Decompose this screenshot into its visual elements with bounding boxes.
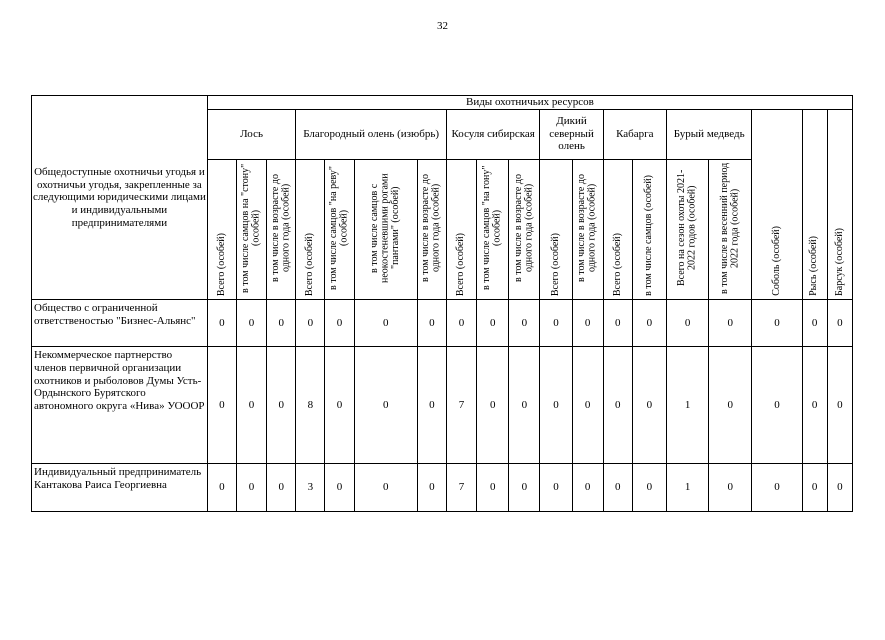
table-cell: 0 (236, 347, 266, 464)
column-header-label: Барсук (особей) (833, 227, 845, 296)
table-cell: 0 (540, 464, 572, 512)
table-cell: 8 (296, 347, 325, 464)
table-cell: 0 (572, 347, 603, 464)
table-cell: 0 (417, 464, 446, 512)
table-row (32, 300, 853, 347)
table-cell: 0 (752, 347, 802, 464)
subheader-cell (236, 159, 266, 300)
subheader-label: в том числе в возрасте до одного года (особей) (420, 173, 442, 282)
table-cell: 0 (802, 300, 827, 347)
table-cell: 0 (802, 347, 827, 464)
table-cell: 0 (417, 347, 446, 464)
table-cell: 0 (572, 464, 603, 512)
table-cell: 0 (603, 464, 632, 512)
table-cell: 0 (540, 300, 572, 347)
table-cell: 0 (709, 300, 752, 347)
subheader-cell (207, 159, 236, 300)
group-header-reindeer: Дикий северный олень (540, 109, 603, 159)
table-cell: 0 (325, 464, 354, 512)
table-cell: 0 (827, 464, 852, 512)
table-cell: 0 (477, 347, 509, 464)
table-cell: 0 (666, 300, 708, 347)
subheader-label: Всего (особей) (611, 232, 623, 296)
table-cell: 0 (296, 300, 325, 347)
table-cell: 0 (446, 300, 476, 347)
table-cell: 0 (236, 300, 266, 347)
group-header-red-deer: Благородный олень (изюбрь) (296, 109, 447, 159)
table-cell: 0 (540, 347, 572, 464)
subheader-cell (354, 159, 417, 300)
table-cell: 7 (446, 464, 476, 512)
table-cell: 0 (632, 464, 666, 512)
subheader-label: в том числе в возрасте до одного года (особей) (576, 173, 598, 282)
table-cell: 0 (417, 300, 446, 347)
table-cell: 0 (632, 300, 666, 347)
table-cell: 0 (603, 347, 632, 464)
table-cell: 0 (267, 464, 296, 512)
table-cell: 0 (827, 347, 852, 464)
table-cell: 0 (207, 464, 236, 512)
subheader-label: в том числе в возрасте до одного года (особей) (269, 173, 292, 282)
column-header-label: Соболь (особей) (770, 225, 782, 296)
subheader-cell (325, 159, 354, 300)
table-cell: 0 (509, 300, 540, 347)
subheader-cell (572, 159, 603, 300)
table-cell: 0 (354, 300, 417, 347)
table-cell: 0 (509, 347, 540, 464)
table-cell: 0 (802, 464, 827, 512)
subheader-cell (417, 159, 446, 300)
subheader-label: в том числе самцов с неокостеневшими рогами "пантами" (особей) (368, 172, 401, 283)
group-header-elk: Лось (207, 109, 295, 159)
table-cell: 0 (325, 347, 354, 464)
column-header-lynx (802, 109, 827, 300)
subheader-label: в том числе самцов на "стону" (особей) (240, 163, 262, 293)
row-name: Некоммерческое партнерство членов первичной организации охотников и рыболовов Думы Усть-Ордынского Бурятского автономного округа «Нива» УОООР (32, 347, 208, 464)
row-name: Общество с ограниченной ответственостью "Бизнес-Альянс" (32, 300, 208, 347)
subheader-cell (709, 159, 752, 300)
table-cell: 0 (572, 300, 603, 347)
subheader-label: в том числе в весенний период 2022 года (особей) (718, 162, 741, 294)
row-header-cell: Общедоступные охотничьи угодья и охотничьи угодья, закрепленные за следующими юридическими лицами и индивидуальными предпринимателями (32, 96, 208, 300)
table-cell: 0 (236, 464, 266, 512)
table-cell: 0 (477, 300, 509, 347)
table-cell: 0 (709, 347, 752, 464)
subheader-label: Всего на сезон охоты 2021-2022 годов (особей) (676, 169, 698, 286)
subheader-cell (446, 159, 476, 300)
column-header-sable (752, 109, 802, 300)
table-row (32, 464, 853, 512)
table-cell: 0 (709, 464, 752, 512)
table-cell: 0 (827, 300, 852, 347)
table-cell: 0 (632, 347, 666, 464)
table-cell: 0 (477, 464, 509, 512)
table-cell: 0 (752, 300, 802, 347)
subheader-label: Всего (особей) (549, 232, 561, 296)
subheader-cell (267, 159, 296, 300)
subheader-label: Всего (особей) (215, 232, 227, 296)
table-cell: 0 (354, 347, 417, 464)
table-cell: 0 (207, 347, 236, 464)
group-header-brown-bear: Бурый медведь (666, 109, 751, 159)
subheader-cell (540, 159, 572, 300)
table-cell: 3 (296, 464, 325, 512)
row-name: Индивидуальный предприниматель Кантакова Раиса Георгиевна (32, 464, 208, 512)
group-header-musk-deer: Кабарга (603, 109, 666, 159)
subheader-cell (666, 159, 708, 300)
subheader-label: в том числе самцов "на реву" (особей) (327, 165, 350, 290)
table-cell: 1 (666, 464, 708, 512)
subheader-label: в том числе в возрасте до одного года (особей) (512, 173, 535, 282)
column-header-badger (827, 109, 852, 300)
table-cell: 0 (207, 300, 236, 347)
super-header: Виды охотничьих ресурсов (207, 96, 852, 110)
table-cell: 0 (354, 464, 417, 512)
table-cell: 0 (325, 300, 354, 347)
group-header-roe-deer: Косуля сибирская (446, 109, 539, 159)
table-cell: 0 (603, 300, 632, 347)
table-cell: 0 (509, 464, 540, 512)
subheader-cell (296, 159, 325, 300)
subheader-cell (477, 159, 509, 300)
subheader-cell (632, 159, 666, 300)
subheader-label: Всего (особей) (455, 232, 467, 296)
table-row (32, 347, 853, 464)
table-cell: 0 (752, 464, 802, 512)
subheader-cell (509, 159, 540, 300)
subheader-label: в том числе самцов "на гону" (особей) (481, 165, 503, 290)
subheader-label: Всего (особей) (304, 232, 316, 296)
subheader-label: в том числе самцов (особей) (643, 174, 655, 296)
hunting-resources-table (31, 95, 853, 512)
table-cell: 0 (267, 300, 296, 347)
subheader-cell (603, 159, 632, 300)
column-header-label: Рысь (особей) (808, 235, 820, 296)
table-cell: 1 (666, 347, 708, 464)
table-cell: 7 (446, 347, 476, 464)
table-cell: 0 (267, 347, 296, 464)
page-number: 32 (437, 20, 448, 32)
